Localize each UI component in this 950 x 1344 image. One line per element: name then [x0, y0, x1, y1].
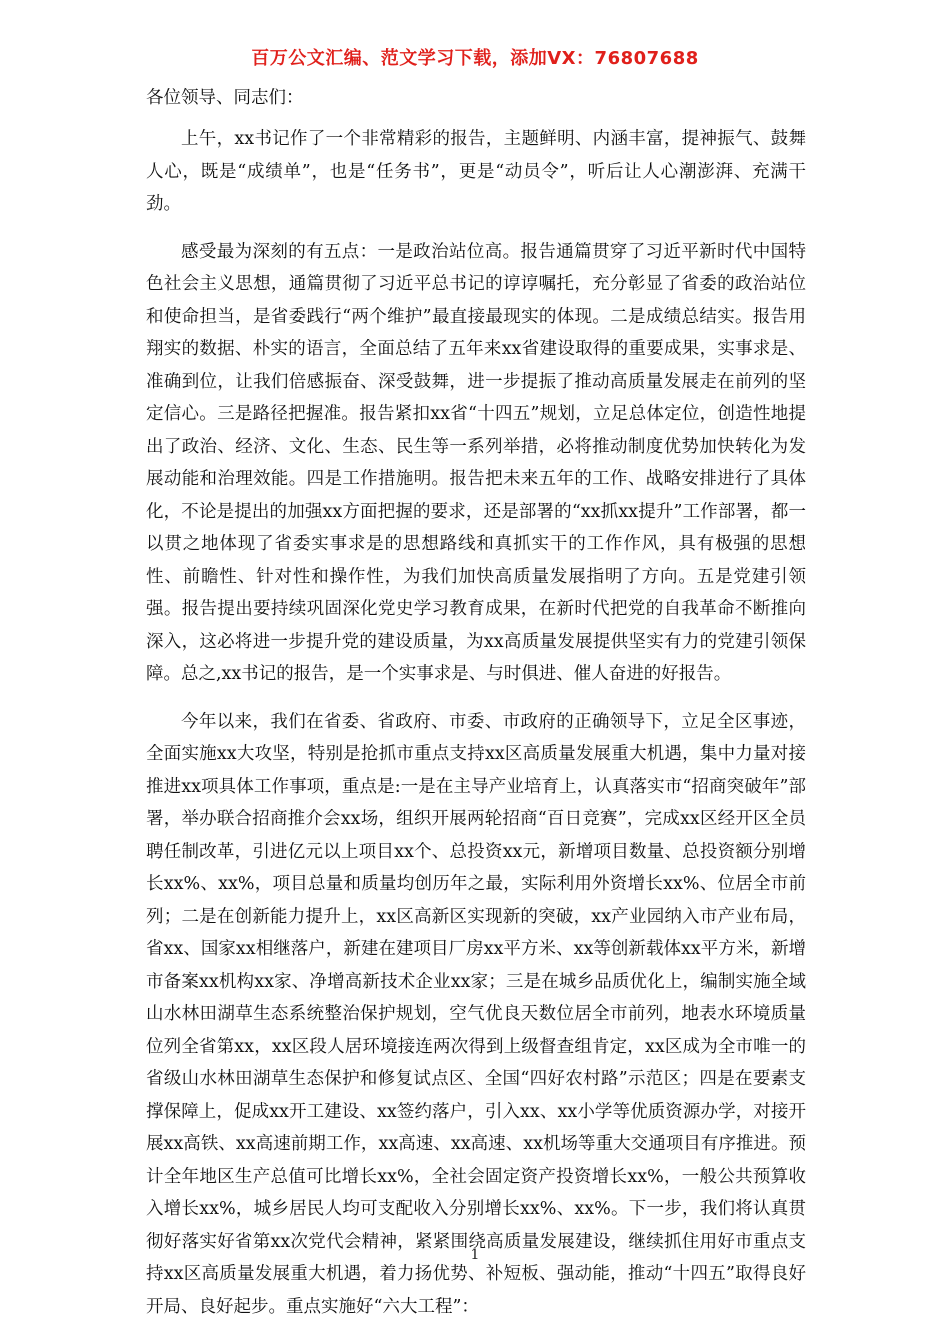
paragraph-1: 上午，xx书记作了一个非常精彩的报告，主题鲜明、内涵丰富，提神振气、鼓舞人心，既是“成绩单”，也是“任务书”，更是“动员令”，听后让人心潮澎湃、充满干劲。	[146, 129, 806, 214]
paragraph-3: 今年以来，我们在省委、省政府、市委、市政府的正确领导下，立足全区事迹，全面实施xx大攻坚，特别是抢抓市重点支持xx区高质量发展重大机遇，集中力量对接推进xx项具体工作事项，重点是:一是在主导产业培育上，认真落实市“招商突破年”部署，举办联合招商推介会xx场，组织开展两轮招商“百日竞赛”，完成xx区经开区全员聘任制改革，引进亿元以上项目xx个、总投资xx元，新增项目数量、总投资额分别增长xx%、xx%，项目总量和质量均创历年之最，实际利用外资增长xx%、位居全市前列；二是在创新能力提升上，xx区高新区实现新的突破，xx产业园纳入市产业布局，省xx、国家xx相继落户，新建在建项目厂房xx平方米、xx等创新载体xx平方米，新增市备案xx机构xx家、净增高新技术企业xx家；三是在城乡品质优化上，编制实施全域山水林田湖草生态系统整治保护规划，空气优良天数位居全市前列，地表水环境质量位列全省第xx，xx区段人居环境接连两次得到上级督查组肯定，xx区成为全市唯一的省级山水林田湖草生态保护和修复试点区、全国“四好农村路”示范区；四是在要素支撑保障上，促成xx开工建设、xx签约落户，引入xx、xx小学等优质资源办学，对接开展xx高铁、xx高速前期工作，xx高速、xx高速、xx机场等重大交通项目有序推进。预计全年地区生产总值可比增长xx%，全社会固定资产投资增长xx%，一般公共预算收入增长xx%，城乡居民人均可支配收入分别增长xx%、xx%。下一步，我们将认真贯彻好落实好省第xx次党代会精神，紧紧围绕高质量发展建设，继续抓住用好市重点支持xx区高质量发展重大机遇，着力扬优势、补短板、强动能，推动“十四五”取得良好开局、良好起步。重点实施好“六大工程”：	[146, 711, 806, 1317]
header-banner: 百万公文汇编、范文学习下载，添加VX：76807688	[251, 48, 699, 69]
greeting: 各位领导、同志们：	[146, 88, 304, 108]
document-body	[146, 83, 806, 1338]
paragraph-2: 感受最为深刻的有五点：一是政治站位高。报告通篇贯穿了习近平新时代中国特色社会主义思想，通篇贯彻了习近平总书记的谆谆嘱托，充分彰显了省委的政治站位和使命担当，是省委践行“两个维护”最直接最现实的体现。二是成绩总结实。报告用翔实的数据、朴实的语言，全面总结了五年来xx省建设取得的重要成果，实事求是、准确到位，让我们倍感振奋、深受鼓舞，进一步提振了推动高质量发展走在前列的坚定信心。三是路径把握准。报告紧扣xx省“十四五”规划，立足总体定位，创造性地提出了政治、经济、文化、生态、民生等一系列举措，必将推动制度优势加快转化为发展动能和治理效能。四是工作措施明。报告把未来五年的工作、战略安排进行了具体化，不论是提出的加强xx方面把握的要求，还是部署的“xx抓xx提升”工作部署，都一以贯之地体现了省委实事求是的思想路线和真抓实干的工作作风，具有极强的思想性、前瞻性、针对性和操作性，为我们加快高质量发展指明了方向。五是党建引领强。报告提出要持续巩固深化党史学习教育成果，在新时代把党的自我革命不断推向深入，这必将进一步提升党的建设质量，为xx高质量发展提供坚实有力的党建引领保障。总之,xx书记的报告，是一个实事求是、与时俱进、催人奋进的好报告。	[146, 241, 806, 684]
page-number: 1	[470, 1247, 480, 1263]
